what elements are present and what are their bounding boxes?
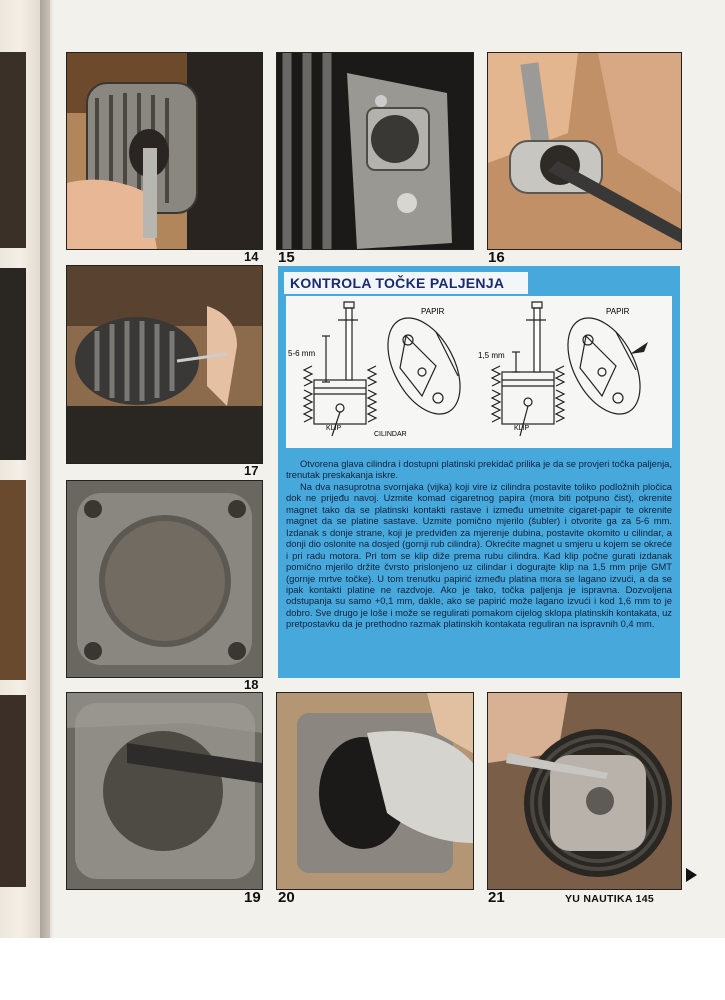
gasket-scraping-image — [488, 53, 681, 249]
engine-cylinder-removal-image — [67, 53, 262, 249]
photo-16-number: 16 — [488, 249, 505, 266]
photo-15 — [276, 52, 474, 250]
piston-inspection-image — [67, 266, 262, 463]
photo-19 — [66, 692, 263, 890]
photo-16 — [487, 52, 682, 250]
panel-paragraph-2: Na dva nasuprotna svornjaka (vijka) koji vire iz cilindra postavite toliko podložnih pločica dok ne prijeđu navoj. Uzmite komad cigaretnog papira (mora biti potpuno čist), okrenite magnet tako da se platinski kontakti rastave i između umetnite cigaret-papir te okrenite magnet da se platine sastave. Uzmite pomično mjerilo (šubler) i otvorite ga za 5-6 mm. Izdanak s donje strane, koji je predviđen za mjerenje dubina, postavite okomito u cilindar, a donji dio oslonite na dosjed (gornji rub cilindra). Okrećite magnet u smjeru u kojem se okreće i pri radu motora. Pri tom se klip diže prema rubu cilindra. Kad klip počne gurati izdanak pomično mjerilo držite čvrsto prislonjeno uz cilindar i dogurajte klip na 1,5 mm prije GMT (gornje mrtve točke). U tom trenutku papirić između platina mora se lagano izvući, a da se ipak kontakti platine ne razdvoje. Ako je tako, točka paljenja je ispravna. Dozvoljena odstupanja su samo +0,1 mm, dakle, ako se papirić može lagano izvući i kod 1,6 mm to je dobro. Sve drugo je loše i može se regulirati pomakom cijelog sklopa platinskih kontakata, uz pretpostavku da je prethodno razmak platinskih kontakata reguliran na ispravnih 0,4 mm. — [286, 480, 672, 630]
photo-17 — [66, 265, 263, 464]
photo-14-number: 14 — [244, 249, 259, 264]
ignition-timing-diagram — [286, 296, 672, 448]
diagram-label-papir-left: PAPIR — [421, 307, 445, 316]
diagram-label-klip-left: KLIP — [326, 425, 342, 432]
gasket-surface-cleaning-image — [67, 693, 262, 889]
diagram-label-cilindar: CILINDAR — [374, 431, 407, 438]
photo-21-number: 21 — [488, 889, 505, 906]
diagram-label-papir-right: PAPIR — [606, 307, 630, 316]
diagram-label-gap-left: 5-6 mm — [288, 349, 316, 358]
paper-pull-arrow-icon — [630, 342, 648, 354]
panel-title: KONTROLA TOČKE PALJENJA — [284, 272, 528, 294]
previous-page-photo-strip — [0, 480, 26, 680]
photo-19-number: 19 — [244, 889, 261, 906]
cylinder-head-combustion-chamber-image — [488, 693, 681, 889]
panel-paragraph-1: Otvorena glava cilindra i dostupni platinski prekidač prilika je da se provjeri točka paljenja, trenutak preskakanja iskre. — [286, 458, 672, 481]
photo-20 — [276, 692, 474, 890]
previous-page-photo-strip — [0, 268, 26, 460]
panel-body-text — [286, 458, 672, 630]
photo-18-number: 18 — [244, 677, 259, 692]
diagram-label-klip-right: KLIP — [514, 425, 530, 432]
page-number: 145 — [635, 893, 654, 905]
magazine-name: YU NAUTIKA — [565, 893, 633, 905]
gutter-shadow — [40, 0, 54, 1000]
previous-page-photo-strip — [0, 52, 26, 248]
photo-14 — [66, 52, 263, 250]
next-page-arrow-icon — [686, 868, 697, 882]
previous-page-photo-strip — [0, 695, 26, 887]
cylinder-wiping-image — [277, 693, 473, 889]
page-footer — [565, 893, 654, 905]
photo-17-number: 17 — [244, 463, 259, 478]
photo-20-number: 20 — [278, 889, 295, 906]
cylinder-flange-image — [277, 53, 473, 249]
cylinder-head-surface-image — [67, 481, 262, 677]
photo-18 — [66, 480, 263, 678]
timing-diagram — [286, 296, 672, 448]
photo-21 — [487, 692, 682, 890]
photo-15-number: 15 — [278, 249, 295, 266]
page-margin-bottom — [0, 938, 725, 1000]
ignition-timing-panel — [278, 266, 680, 678]
diagram-label-gap-right: 1,5 mm — [478, 351, 505, 360]
